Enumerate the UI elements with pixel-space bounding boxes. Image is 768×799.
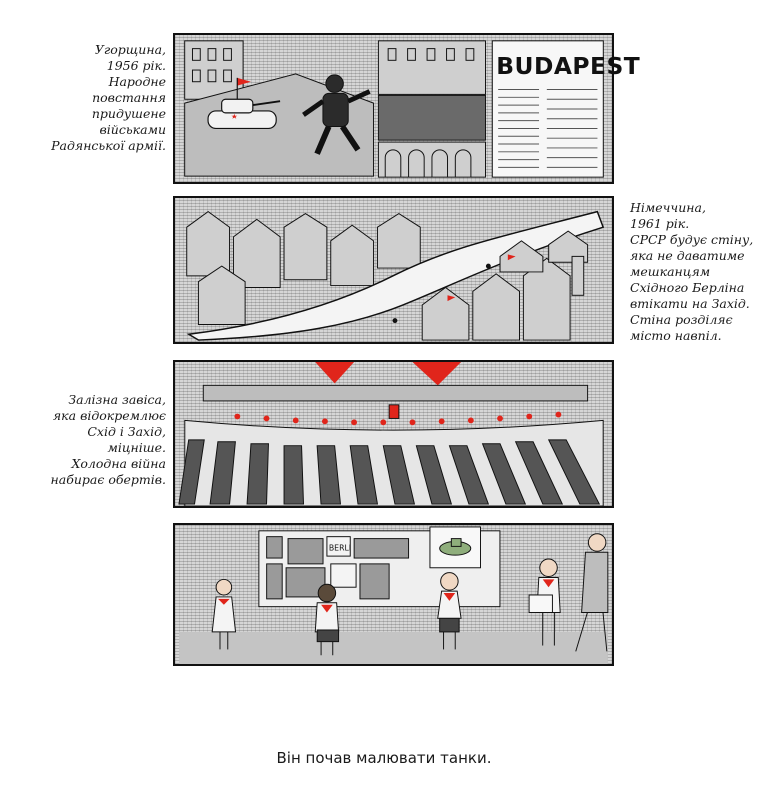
walker-figure [393, 318, 398, 323]
caption-germany-1961: Німеччина, 1961 рік. СРСР будує стіну, яка не даватиме мешканцям Східного Берліна втікати на Захід. Стіна розділяє місто навпіл. [630, 200, 754, 343]
caption-iron-curtain: Залізна завіса, яка відокремлює Схід і Захід, міцніше. Холодна війна набирає обертів. [50, 392, 166, 487]
guard-figure [486, 264, 491, 269]
berlin-illustration [175, 198, 612, 342]
newspaper [492, 41, 640, 177]
children-illustration [175, 525, 612, 664]
parade-illustration [175, 362, 612, 506]
panel-children-drawing [173, 523, 614, 666]
budapest-illustration [175, 35, 641, 182]
tribune-wall [203, 385, 587, 401]
poster-label: BERLI [328, 543, 352, 553]
crowd [378, 95, 485, 140]
arcade [378, 142, 485, 177]
caption-hungary-1956: Угорщина, 1956 рік. Народне повстання придушене військами Радянської армії. [51, 42, 166, 153]
panel-budapest-uprising [173, 33, 641, 184]
buildings-right [378, 41, 485, 95]
leader-stand [389, 405, 399, 419]
floor [179, 632, 608, 664]
red-banner-right [412, 362, 461, 385]
footer-caption: Він почав малювати танки. [276, 749, 492, 767]
red-banner-left [315, 362, 354, 383]
panel-berlin-wall [173, 196, 614, 344]
newspaper-title: BUDAPEST [496, 51, 641, 80]
panel-iron-curtain-parade [173, 360, 614, 508]
